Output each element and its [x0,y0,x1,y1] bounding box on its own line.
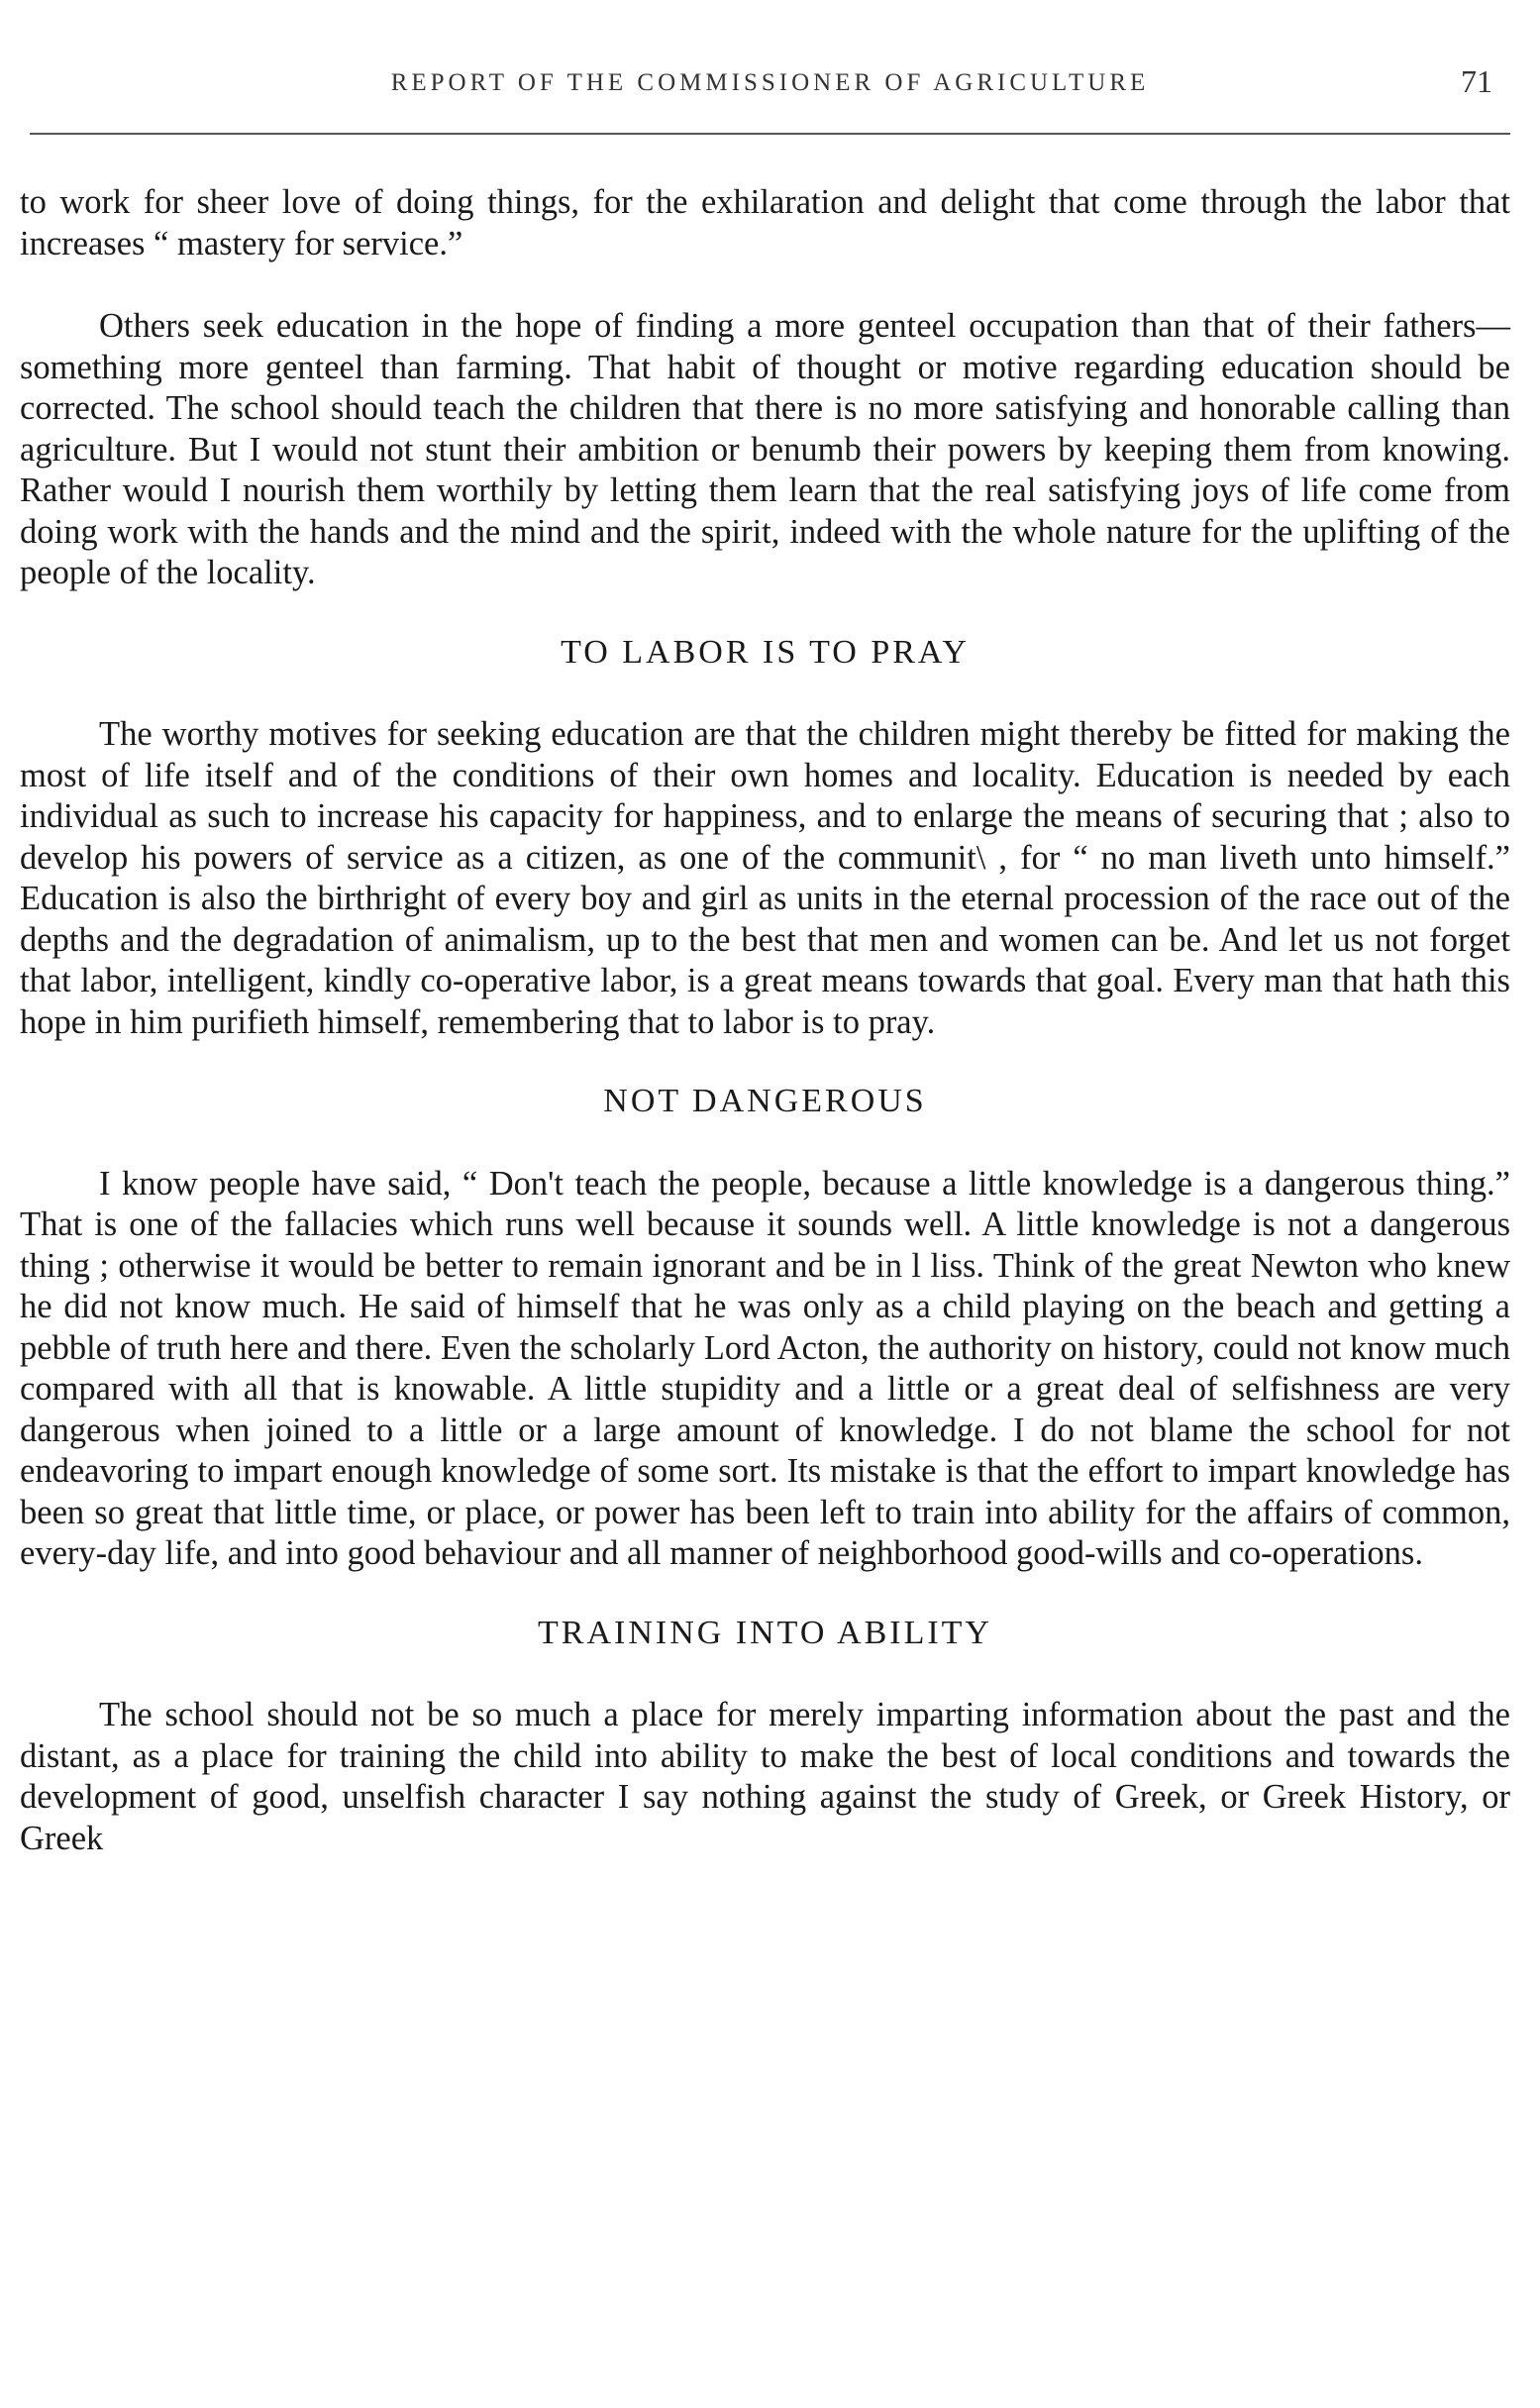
section-heading-training-ability: TRAINING INTO ABILITY [538,1614,992,1651]
paragraph-continuation: to work for sheer love of doing things, for the exhilaration and delight that come through the labor that increases “ mastery for service.” [20,183,1510,262]
body-text [20,182,1510,1859]
paragraph-school-purpose: The school should not be so much a place for merely imparting information about the past and the distant, as a place for training the child into ability to make the best of local conditions and towards the development of good, unselfish character I say nothing against the study of Greek, or Greek History, or Greek [20,1696,1510,1857]
running-title: REPORT OF THE COMMISSIONER OF AGRICULTURE [390,69,1150,96]
section-heading-labor-pray: TO LABOR IS TO PRAY [561,633,970,671]
section-heading-not-dangerous: NOT DANGEROUS [603,1083,927,1119]
paragraph-little-knowledge: I know people have said, “ Don't teach the people, because a little knowledge is a dangerous thing.” That is one of the fallacies which runs well because it sounds well. A little knowledge is not a dangerous thing ; otherwise it would be better to remain ignorant and be in l liss. Think of the great Newton who knew he did not know much. He said of himself that he was only as a child playing on the beach and getting a pebble of truth here and there. Even the scholarly Lord Acton, the authority on history, could not know much compared with all that is knowable. A little stupidity and a little or a great deal of selfishness are very dangerous when joined to a little or a large amount of knowledge. I do not blame the school for not endeavoring to impart enough knowledge of some sort. Its mistake is that the effort to impart knowledge has been so great that little time, or place, or power has been left to train into ability for the affairs of common, every-day life, and into good behaviour and all manner of neighborhood good-wills and co-operations. [20,1164,1510,1572]
paragraph-genteel-occupation: Others seek education in the hope of finding a more genteel occupation than that of their fathers— something more genteel than farming. That habit of thought or motive regarding education should be corrected. The school should teach the children that there is no more satisfying and honorable calling than agriculture. But I would not stunt their ambition or benumb their powers by keeping them from knowing. Rather would I nourish them worthily by letting them learn that the real satisfying joys of life come from doing work with the hands and the mind and the spirit, indeed with the whole nature for the uplifting of the people of the locality. [20,307,1510,591]
paragraph-worthy-motives: The worthy motives for seeking education are that the children might thereby be fitted for making the most of life itself and of the conditions of their own homes and locality. Education is needed by each individual as such to increase his capacity for happiness, and to enlarge the means of securing that ; also to develop his powers of service as a citizen, as one of the communit\ , for “ no man liveth unto himself.” Education is also the birthright of every boy and girl as units in the eternal procession of the race out of the depths and the degradation of animalism, up to the best that men and women can be. And let us not forget that labor, intelligent, kindly co-operative labor, is a great means towards that goal. Every man that hath this hope in him purifieth himself, remembering that to labor is to pray. [20,715,1510,1041]
running-head [20,63,1520,113]
page-number: 71 [1461,63,1492,99]
header-rule [30,133,1510,135]
